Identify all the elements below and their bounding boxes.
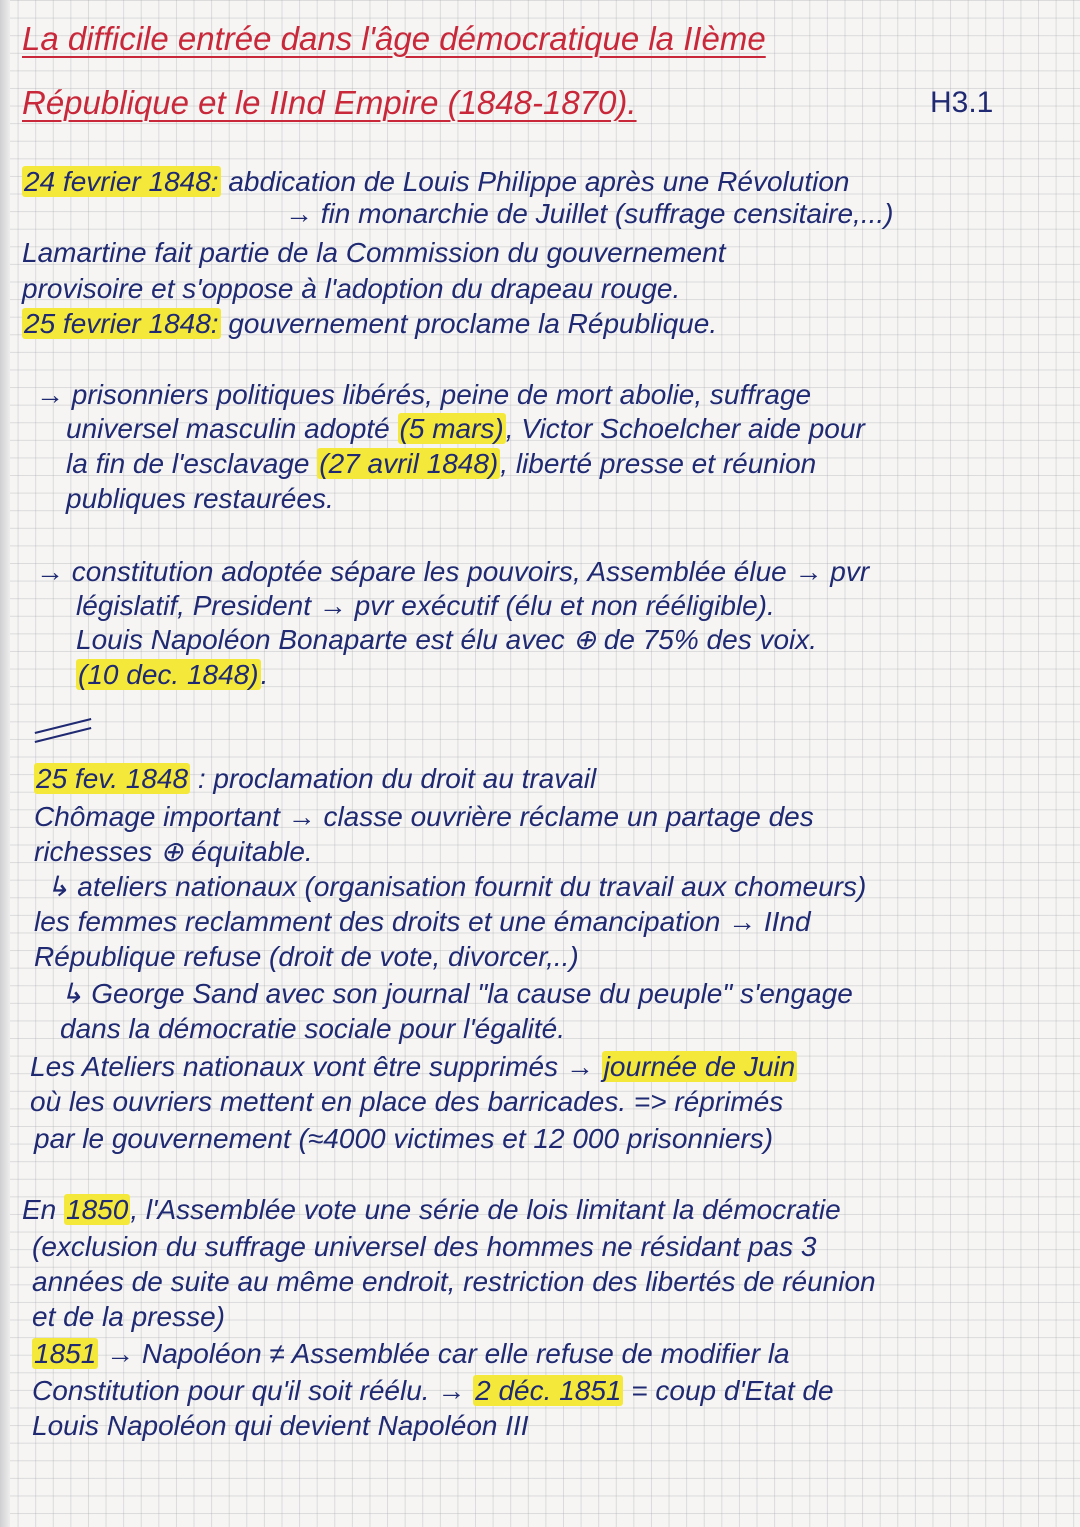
note-text: (exclusion du suffrage universel des hommes ne résidant pas 3 xyxy=(32,1231,817,1262)
note-line xyxy=(22,236,725,270)
note-text: , liberté presse et réunion xyxy=(500,448,817,479)
note-line xyxy=(36,378,811,412)
note-line xyxy=(22,1193,841,1227)
note-line xyxy=(34,940,579,974)
note-line xyxy=(36,555,869,589)
page-title-line-2: République et le IInd Empire (1848-1870). xyxy=(22,84,637,121)
note-line xyxy=(32,1230,816,1264)
note-text: où les ouvriers mettent en place des barricades. => réprimés xyxy=(30,1086,784,1117)
note-text: . xyxy=(260,659,269,690)
note-line xyxy=(76,658,268,692)
highlighted-date: 2 déc. 1851 xyxy=(475,1375,622,1406)
note-text: Constitution pour qu'il soit réélu. → xyxy=(32,1375,474,1406)
note-text: → constitution adoptée sépare les pouvoirs, Assemblée élue → pvr xyxy=(36,556,870,587)
note-line xyxy=(66,482,334,516)
note-line xyxy=(46,870,866,904)
note-text: → prisonniers politiques libérés, peine de mort abolie, suffrage xyxy=(36,379,812,410)
note-line xyxy=(76,589,775,623)
note-text: universel masculin adopté xyxy=(66,413,398,444)
note-text: = coup d'Etat de xyxy=(623,1375,834,1406)
note-text: abdication de Louis Philippe après une Révolution xyxy=(220,166,850,197)
highlighted-date: (27 avril 1848) xyxy=(319,448,499,479)
note-text: Lamartine fait partie de la Commission du gouvernement xyxy=(22,237,726,268)
note-text: législatif, President → pvr exécutif (élu et non rééligible). xyxy=(76,590,775,621)
page-binding-edge xyxy=(0,0,10,1527)
note-text: par le gouvernement (≈4000 victimes et 12 000 prisonniers) xyxy=(34,1123,774,1154)
highlighted-date: 1851 xyxy=(34,1338,97,1369)
note-text: : proclamation du droit au travail xyxy=(190,763,597,794)
note-text: et de la presse) xyxy=(32,1301,225,1332)
note-line xyxy=(76,623,817,657)
note-line xyxy=(60,977,853,1011)
note-text: En xyxy=(22,1194,65,1225)
note-text: , l'Assemblée vote une série de lois limitant la démocratie xyxy=(130,1194,841,1225)
note-line xyxy=(32,1300,225,1334)
highlighted-date: 25 fevrier 1848: xyxy=(24,308,219,339)
note-text: Les Ateliers nationaux vont être supprimés → xyxy=(30,1051,602,1082)
note-text: publiques restaurées. xyxy=(66,483,334,514)
note-text: gouvernement proclame la République. xyxy=(220,308,718,339)
note-text: ↳ George Sand avec son journal "la cause du peuple" s'engage xyxy=(60,978,853,1009)
highlighted-date: (10 dec. 1848) xyxy=(78,659,259,690)
note-text: → Napoléon ≠ Assemblée car elle refuse de modifier la xyxy=(98,1338,790,1369)
note-text: République refuse (droit de vote, divorcer,..) xyxy=(34,941,579,972)
note-text: les femmes reclamment des droits et une émancipation → IInd xyxy=(34,906,811,937)
note-text: Louis Napoléon qui devient Napoléon III xyxy=(32,1410,529,1441)
note-line xyxy=(32,1374,834,1408)
note-line xyxy=(34,905,811,939)
highlighted-date: journée de Juin xyxy=(603,1051,796,1082)
note-line xyxy=(34,800,814,834)
note-text: Louis Napoléon Bonaparte est élu avec ⊕ de 75% des voix. xyxy=(76,624,818,655)
note-line xyxy=(285,197,893,231)
note-line xyxy=(30,1085,783,1119)
highlighted-date: (5 mars) xyxy=(399,413,504,444)
note-text: provisoire et s'oppose à l'adoption du drapeau rouge. xyxy=(22,273,681,304)
note-line xyxy=(30,1050,797,1084)
note-text: la fin de l'esclavage xyxy=(66,448,318,479)
note-line xyxy=(32,1409,529,1443)
note-text: richesses ⊕ équitable. xyxy=(34,836,313,867)
note-text: dans la démocratie sociale pour l'égalité. xyxy=(60,1013,565,1044)
note-line xyxy=(32,1337,790,1371)
note-text: Chômage important → classe ouvrière réclame un partage des xyxy=(34,801,814,832)
highlighted-date: 24 fevrier 1848: xyxy=(24,166,219,197)
note-line xyxy=(66,412,865,446)
note-line xyxy=(32,1265,876,1299)
note-line xyxy=(22,307,717,341)
note-text: , Victor Schoelcher aide pour xyxy=(505,413,865,444)
highlighted-date: 1850 xyxy=(66,1194,129,1225)
note-text: ↳ ateliers nationaux (organisation fournit du travail aux chomeurs) xyxy=(46,871,867,902)
note-line xyxy=(34,1122,773,1156)
note-line xyxy=(22,165,849,199)
note-line xyxy=(66,447,816,481)
note-line xyxy=(60,1012,565,1046)
note-text: → fin monarchie de Juillet (suffrage censitaire,...) xyxy=(285,198,894,229)
page-title-line-1: La difficile entrée dans l'âge démocratique la IIème xyxy=(22,20,766,57)
note-line xyxy=(34,762,596,796)
highlighted-date: 25 fev. 1848 xyxy=(36,763,189,794)
section-separator xyxy=(34,722,92,740)
note-line xyxy=(22,272,680,306)
note-line xyxy=(34,835,313,869)
note-text: années de suite au même endroit, restriction des libertés de réunion xyxy=(32,1266,876,1297)
chapter-reference: H3.1 xyxy=(930,86,994,119)
